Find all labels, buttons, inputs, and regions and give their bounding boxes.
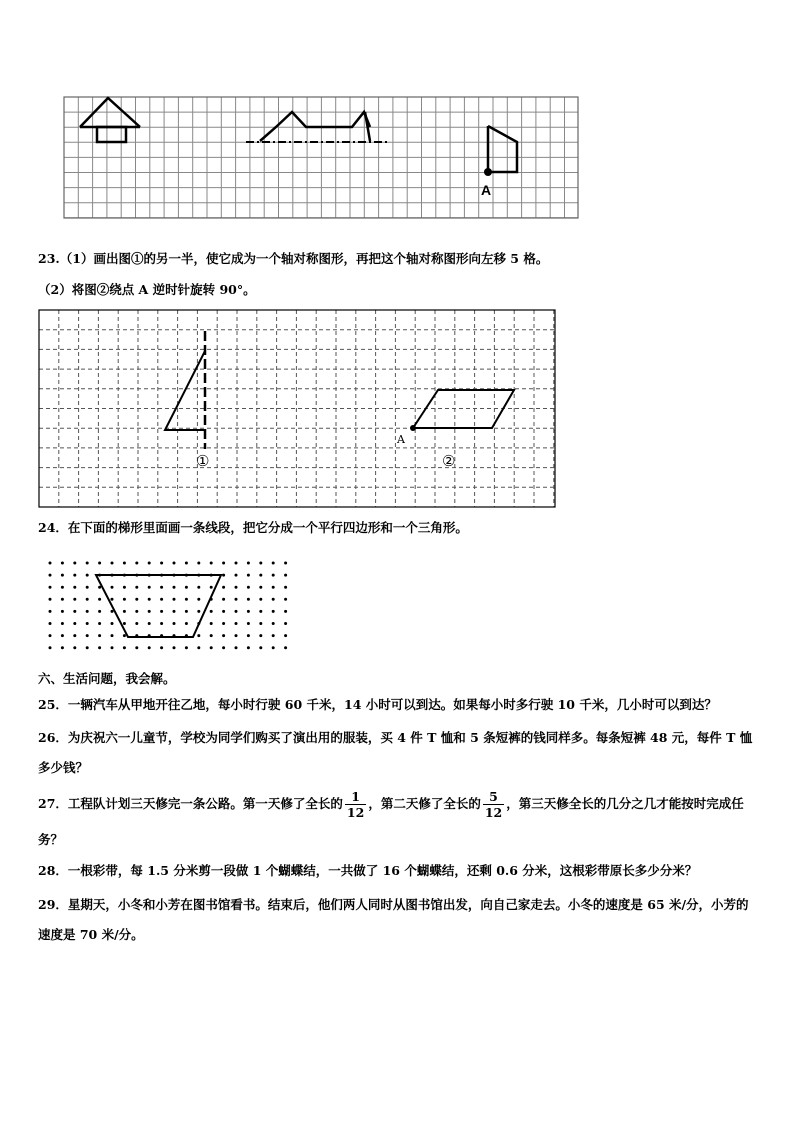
point-a-label: A	[481, 182, 492, 198]
question-26: 26．为庆祝六一儿童节，学校为同学们购买了演出用的服装，买 4 件 T 恤和 5 条短裤的钱同样多。每条短裤 48 元，每件 T 恤多少钱？	[38, 730, 753, 775]
dot-grid-figure	[44, 557, 294, 657]
fraction-2-numerator: 5	[483, 789, 504, 805]
dashed-grid-figure	[38, 309, 558, 511]
question-27-part2: ，第二天修了全长的	[368, 796, 481, 811]
fraction-5-12	[483, 789, 504, 820]
house-shape	[80, 98, 140, 142]
question-27-part1: 27．工程队计划三天修完一条公路。第一天修了全长的	[38, 796, 343, 811]
question-28: 28．一根彩带，每 1.5 分米剪一段做 1 个蝴蝶结，一共做了 16 个蝴蝶结，还剩 0.6 分米，这根彩带原长多少分米？	[38, 863, 698, 878]
question-27	[38, 786, 758, 858]
question-23-line1: 23.（1）画出图①的另一半，使它成为一个轴对称图形，再把这个轴对称图形向左移 5 格。	[38, 251, 549, 266]
fraction-1-12	[345, 789, 366, 820]
figure-label-1: ①	[196, 452, 210, 470]
point-a	[484, 168, 492, 176]
fraction-1-numerator: 1	[345, 789, 366, 805]
fraction-1-denominator: 12	[346, 805, 365, 820]
rotation-shape	[488, 126, 517, 172]
half-triangle-shape	[165, 351, 205, 430]
fraction-2-denominator: 12	[484, 805, 503, 820]
trapezoid-shape	[96, 575, 221, 637]
question-24: 24．在下面的梯形里面画一条线段，把它分成一个平行四边形和一个三角形。	[38, 520, 468, 535]
point-a-2-label: A	[397, 433, 405, 446]
grid-figure-top	[60, 94, 582, 224]
question-25: 25．一辆汽车从甲地开往乙地，每小时行驶 60 千米，14 小时可以到达。如果每小时多行驶 10 千米，几小时可以到达？	[38, 697, 717, 712]
point-a-2	[410, 425, 416, 431]
question-27-part3: ，第三天修全长的几分之几才能按时完成任务？	[38, 796, 744, 847]
question-29: 29．星期天，小冬和小芳在图书馆看书。结束后，他们两人同时从图书馆出发，向自己家走去。小冬的速度是 65 米/分，小芳的速度是 70 米/分。	[38, 897, 749, 942]
section-6-heading: 六、生活问题，我会解。	[38, 671, 176, 686]
question-23-line2: （2）将图②绕点 A 逆时针旋转 90°。	[38, 282, 256, 297]
figure-label-2: ②	[442, 452, 456, 470]
half-figure-shape	[260, 112, 370, 141]
parallelogram-shape	[413, 390, 514, 428]
